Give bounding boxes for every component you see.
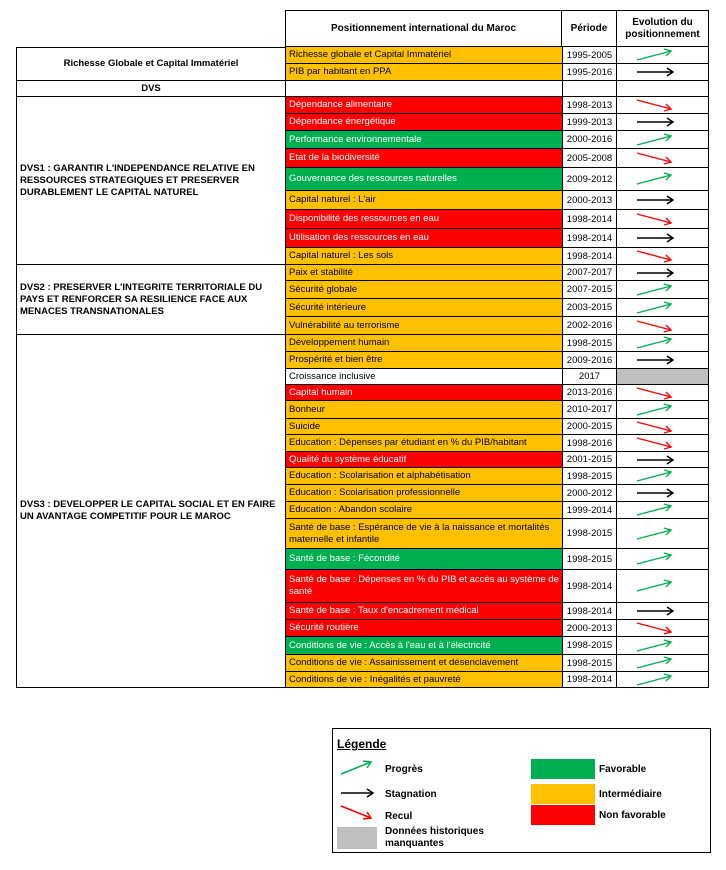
progress-arrow-icon <box>635 132 677 148</box>
indicator-cell: Capital naturel : Les sols <box>286 248 562 264</box>
indicator-cell: Conditions de vie : Assainissement et désenclavement <box>286 655 562 671</box>
period-cell: 1998-2015 <box>562 549 616 569</box>
evolution-cell <box>616 64 708 80</box>
table-row <box>285 229 709 248</box>
evolution-cell <box>616 435 708 451</box>
legend-intermediate: Intermédiaire <box>599 789 662 800</box>
period-cell <box>562 81 616 96</box>
progress-arrow-icon <box>635 551 677 567</box>
table-row <box>285 369 709 385</box>
period-cell: 2002-2016 <box>562 317 616 334</box>
period-cell: 1995-2016 <box>562 64 616 80</box>
table-row <box>285 637 709 655</box>
indicator-cell: Croissance inclusive <box>286 369 562 384</box>
legend-missing: Données historiques manquantes <box>385 826 484 849</box>
decline-arrow-icon <box>635 211 677 227</box>
indicator-cell: Développement humain <box>286 335 562 351</box>
indicator-cell: Education : Abandon scolaire <box>286 502 562 518</box>
indicator-cell: Education : Scolarisation professionnelle <box>286 485 562 501</box>
header-indicator: Positionnement international du Maroc <box>285 10 562 47</box>
table-row <box>285 149 709 168</box>
stagnation-arrow-icon <box>635 265 677 281</box>
group-label: DVS <box>16 81 286 97</box>
table-row <box>285 419 709 435</box>
period-cell: 2000-2012 <box>562 485 616 501</box>
legend-decline: Recul <box>385 811 413 822</box>
evolution-cell <box>616 570 708 602</box>
period-cell: 2000-2016 <box>562 131 616 148</box>
period-cell: 2005-2008 <box>562 149 616 167</box>
table-row <box>285 468 709 485</box>
table-row <box>285 549 709 570</box>
period-cell: 1999-2013 <box>562 114 616 130</box>
table-row <box>285 620 709 637</box>
evolution-cell <box>616 299 708 316</box>
progress-arrow-icon <box>635 402 677 418</box>
period-cell: 1998-2014 <box>562 248 616 264</box>
indicator-cell: Santé de base : Taux d'encadrement médical <box>286 603 562 619</box>
indicator-cell: Performance environnementale <box>286 131 562 148</box>
evolution-cell <box>616 265 708 280</box>
period-cell: 2017 <box>562 369 616 384</box>
progress-arrow-icon <box>635 655 677 671</box>
evolution-cell <box>616 672 708 687</box>
period-cell: 1995-2005 <box>562 47 616 63</box>
evolution-cell <box>616 468 708 484</box>
table-row <box>285 168 709 191</box>
evolution-cell <box>616 603 708 619</box>
indicator-cell: PIB par habitant en PPA <box>286 64 562 80</box>
stagnation-arrow-icon <box>337 786 377 800</box>
progress-arrow-icon <box>635 171 677 187</box>
evolution-cell <box>616 502 708 518</box>
indicator-cell: Capital naturel : L'air <box>286 191 562 209</box>
decline-arrow-icon <box>635 97 677 113</box>
table-row <box>285 672 709 688</box>
intermediate-swatch <box>531 784 595 804</box>
decline-arrow-icon <box>635 385 677 401</box>
table-row <box>285 317 709 335</box>
stagnation-arrow-icon <box>635 64 677 80</box>
stagnation-arrow-icon <box>635 192 677 208</box>
period-cell: 1998-2015 <box>562 637 616 654</box>
indicator-cell <box>286 81 562 96</box>
table-row <box>285 352 709 369</box>
indicator-cell: Suicide <box>286 419 562 434</box>
legend-title: Légende <box>337 737 387 751</box>
legend-favorable: Favorable <box>599 764 647 775</box>
decline-arrow-icon <box>635 435 677 451</box>
indicator-cell: Santé de base : Dépenses en % du PIB et accès au système de santé <box>286 570 562 602</box>
decline-arrow-icon <box>337 802 377 826</box>
stagnation-arrow-icon <box>635 230 677 246</box>
table-row <box>285 81 709 97</box>
progress-arrow-icon <box>635 468 677 484</box>
table-row <box>285 485 709 502</box>
period-cell: 2000-2013 <box>562 191 616 209</box>
table-row <box>285 131 709 149</box>
indicator-cell: Sécurité routière <box>286 620 562 636</box>
table-header <box>16 10 709 47</box>
table-row <box>285 603 709 620</box>
evolution-cell <box>616 485 708 501</box>
progress-arrow-icon <box>635 47 677 63</box>
indicator-cell: Dépendance énergétique <box>286 114 562 130</box>
table-row <box>285 191 709 210</box>
period-cell: 2009-2012 <box>562 168 616 190</box>
table-row <box>285 570 709 603</box>
positioning-table <box>16 10 709 685</box>
progress-arrow-icon <box>635 335 677 351</box>
indicator-cell: Richesse globale et Capital Immatériel <box>286 47 562 63</box>
progress-arrow-icon <box>635 526 677 542</box>
decline-arrow-icon <box>635 620 677 636</box>
period-cell: 1998-2014 <box>562 210 616 228</box>
indicator-cell: Capital humain <box>286 385 562 400</box>
legend-stagnation: Stagnation <box>385 789 437 800</box>
indicator-cell: Conditions de vie : Accès à l'eau et à l'électricité <box>286 637 562 654</box>
period-cell: 2007-2017 <box>562 265 616 280</box>
table-row <box>285 655 709 672</box>
evolution-cell <box>616 655 708 671</box>
table-row <box>285 248 709 265</box>
indicator-cell: Santé de base : Fécondité <box>286 549 562 569</box>
period-cell: 2009-2016 <box>562 352 616 368</box>
legend-unfavorable: Non favorable <box>599 810 666 821</box>
evolution-cell <box>616 210 708 228</box>
period-cell: 1998-2015 <box>562 655 616 671</box>
indicator-cell: Etat de la biodiversité <box>286 149 562 167</box>
decline-arrow-icon <box>635 419 677 435</box>
evolution-cell <box>616 229 708 247</box>
indicator-cell: Conditions de vie : Inégalités et pauvreté <box>286 672 562 687</box>
stagnation-arrow-icon <box>635 352 677 368</box>
evolution-cell <box>616 149 708 167</box>
evolution-cell <box>616 519 708 548</box>
period-cell: 1998-2014 <box>562 570 616 602</box>
table-row <box>285 385 709 401</box>
indicator-cell: Paix et stabilité <box>286 265 562 280</box>
evolution-cell <box>616 248 708 264</box>
indicator-cell: Bonheur <box>286 401 562 418</box>
table-row <box>285 210 709 229</box>
indicator-cell: Gouvernance des ressources naturelles <box>286 168 562 190</box>
decline-arrow-icon <box>635 318 677 334</box>
progress-arrow-icon <box>337 756 377 780</box>
period-cell: 2001-2015 <box>562 452 616 467</box>
period-cell: 2003-2015 <box>562 299 616 316</box>
stagnation-arrow-icon <box>635 114 677 130</box>
indicator-cell: Sécurité intérieure <box>286 299 562 316</box>
indicator-cell: Santé de base : Espérance de vie à la naissance et mortalités maternelle et infantile <box>286 519 562 548</box>
group-label: DVS2 : PRESERVER L'INTEGRITE TERRITORIALE DU PAYS ET RENFORCER SA RESILIENCE FACE AUX MENACES TRANSNATIONALES <box>16 265 286 335</box>
evolution-cell <box>616 549 708 569</box>
indicator-cell: Dépendance alimentaire <box>286 97 562 113</box>
evolution-cell <box>616 281 708 298</box>
evolution-cell <box>616 352 708 368</box>
table-row <box>285 502 709 519</box>
table-row <box>285 64 709 81</box>
indicator-cell: Sécurité globale <box>286 281 562 298</box>
period-cell: 1999-2014 <box>562 502 616 518</box>
period-cell: 2000-2015 <box>562 419 616 434</box>
period-cell: 1998-2014 <box>562 672 616 687</box>
evolution-cell <box>616 114 708 130</box>
indicator-cell: Education : Dépenses par étudiant en % du PIB/habitant <box>286 435 562 451</box>
period-cell: 1998-2015 <box>562 468 616 484</box>
table-row <box>285 97 709 114</box>
legend-progress: Progrès <box>385 764 423 775</box>
table-row <box>285 401 709 419</box>
period-cell: 1998-2014 <box>562 603 616 619</box>
evolution-cell <box>616 168 708 190</box>
period-cell: 2007-2015 <box>562 281 616 298</box>
evolution-cell <box>616 452 708 467</box>
table-row <box>285 114 709 131</box>
indicator-cell: Utilisation des ressources en eau <box>286 229 562 247</box>
period-cell: 1998-2015 <box>562 519 616 548</box>
table-row <box>285 452 709 468</box>
progress-arrow-icon <box>635 300 677 316</box>
period-cell: 1998-2015 <box>562 335 616 351</box>
table-row <box>285 299 709 317</box>
indicator-cell: Prospérité et bien être <box>286 352 562 368</box>
table-row <box>285 47 709 64</box>
evolution-cell <box>616 620 708 636</box>
stagnation-arrow-icon <box>635 603 677 619</box>
decline-arrow-icon <box>635 248 677 264</box>
indicator-cell: Qualité du système éducatif <box>286 452 562 467</box>
indicator-cell: Education : Scolarisation et alphabétisation <box>286 468 562 484</box>
evolution-cell <box>616 419 708 434</box>
table-row <box>285 335 709 352</box>
progress-arrow-icon <box>635 502 677 518</box>
indicator-cell: Vulnérabilité au terrorisme <box>286 317 562 334</box>
evolution-cell <box>616 385 708 400</box>
progress-arrow-icon <box>635 638 677 654</box>
evolution-cell <box>616 369 708 384</box>
stagnation-arrow-icon <box>635 452 677 468</box>
stagnation-arrow-icon <box>635 485 677 501</box>
evolution-cell <box>616 131 708 148</box>
table-row <box>285 519 709 549</box>
unfavorable-swatch <box>531 805 595 825</box>
group-label: DVS1 : GARANTIR L'INDEPENDANCE RELATIVE EN RESSOURCES STRATEGIQUES ET PRESERVER DURABLEMENT LE CAPITAL NATUREL <box>16 97 286 265</box>
period-cell: 2013-2016 <box>562 385 616 400</box>
period-cell: 2000-2013 <box>562 620 616 636</box>
group-label: Richesse Globale et Capital Immatériel <box>16 47 286 81</box>
legend <box>332 728 711 853</box>
evolution-cell <box>616 81 708 96</box>
period-cell: 1998-2013 <box>562 97 616 113</box>
evolution-cell <box>616 191 708 209</box>
indicator-cell: Disponibilité des ressources en eau <box>286 210 562 228</box>
evolution-cell <box>616 317 708 334</box>
table-row <box>285 435 709 452</box>
evolution-cell <box>616 637 708 654</box>
decline-arrow-icon <box>635 150 677 166</box>
table-row <box>285 281 709 299</box>
header-period: Période <box>561 10 617 47</box>
header-evolution: Evolution du positionnement <box>616 10 709 47</box>
favorable-swatch <box>531 759 595 779</box>
missing-swatch <box>337 827 377 849</box>
group-label: DVS3 : DEVELOPPER LE CAPITAL SOCIAL ET EN FAIRE UN AVANTAGE COMPETITIF POUR LE MAROC <box>16 335 286 688</box>
evolution-cell <box>616 401 708 418</box>
progress-arrow-icon <box>635 672 677 688</box>
evolution-cell <box>616 47 708 63</box>
evolution-cell <box>616 335 708 351</box>
progress-arrow-icon <box>635 578 677 594</box>
period-cell: 2010-2017 <box>562 401 616 418</box>
period-cell: 1998-2014 <box>562 229 616 247</box>
period-cell: 1998-2016 <box>562 435 616 451</box>
evolution-cell <box>616 97 708 113</box>
table-row <box>285 265 709 281</box>
progress-arrow-icon <box>635 282 677 298</box>
